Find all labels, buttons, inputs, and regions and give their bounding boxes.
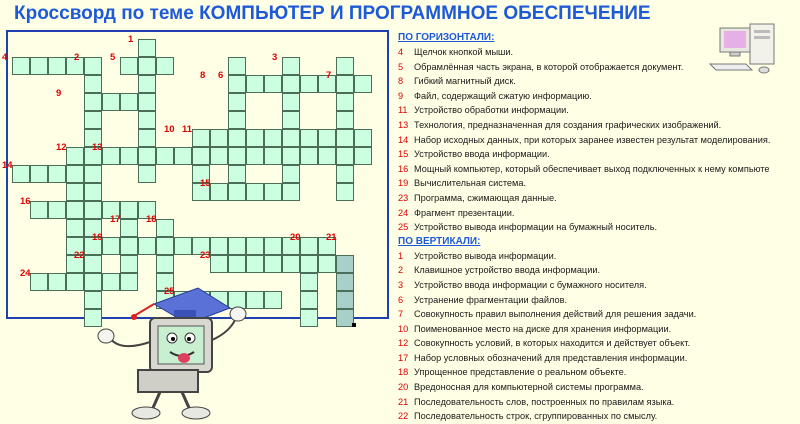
crossword-grid-frame	[2, 30, 389, 319]
clue-number: 22	[398, 411, 409, 422]
grid-number-5: 5	[110, 52, 116, 63]
clue-text: Вычислительная система.	[414, 178, 527, 189]
across-clue	[398, 60, 798, 75]
across-clue	[398, 191, 798, 206]
crossword-cell[interactable]	[192, 129, 210, 147]
crossword-cell[interactable]	[48, 165, 66, 183]
crossword-cell[interactable]	[354, 75, 372, 93]
across-heading: ПО ГОРИЗОНТАЛИ:	[398, 32, 495, 43]
crossword-cell[interactable]	[30, 165, 48, 183]
mascot-computer-graduation-cap	[90, 282, 252, 422]
clue-number: 20	[398, 382, 409, 393]
down-heading: ПО ВЕРТИКАЛИ:	[398, 235, 481, 247]
across-clue	[398, 45, 798, 60]
clue-number: 4	[398, 47, 404, 57]
crossword-cell[interactable]	[210, 183, 228, 201]
crossword-cell[interactable]	[120, 57, 138, 75]
clue-text: Щелчок кнопкой мыши.	[414, 47, 514, 57]
crossword-cell[interactable]	[264, 237, 282, 255]
crossword-cell[interactable]	[228, 165, 246, 183]
crossword-cell[interactable]	[210, 129, 228, 147]
crossword-cell[interactable]	[300, 129, 318, 147]
clue-number: 18	[398, 367, 409, 378]
crossword-cell[interactable]	[282, 75, 300, 93]
across-clue	[398, 74, 798, 89]
crossword-title: Кроссворд по теме КОМПЬЮТЕР И ПРОГРАММНОЕ ОБЕСПЕЧЕНИЕ	[14, 3, 651, 24]
crossword-cell[interactable]	[246, 255, 264, 273]
crossword-cell[interactable]	[66, 183, 84, 201]
across-clue	[398, 133, 798, 148]
crossword-cell[interactable]	[66, 201, 84, 219]
crossword-cell[interactable]	[156, 237, 174, 255]
crossword-cell[interactable]	[282, 129, 300, 147]
clue-text: Вредоносная для компьютерной системы программа.	[414, 382, 644, 393]
clue-number: 21	[398, 396, 409, 407]
crossword-cell[interactable]	[138, 39, 156, 57]
clue-number: 2	[398, 265, 404, 276]
grid-number-4: 4	[2, 52, 8, 63]
crossword-cell[interactable]	[120, 219, 138, 237]
crossword-cell[interactable]	[138, 111, 156, 129]
grid-number-13: 13	[92, 142, 103, 153]
grid-number-9: 9	[56, 88, 62, 99]
clue-text: Клавишное устройство ввода информации.	[414, 265, 601, 276]
across-clue	[398, 176, 798, 191]
across-clue	[398, 89, 798, 104]
across-clue	[398, 103, 798, 118]
grid-number-18: 18	[146, 214, 157, 225]
crossword-cell[interactable]	[300, 147, 318, 165]
down-clue	[398, 293, 798, 308]
crossword-cell[interactable]	[120, 255, 138, 273]
crossword-cell[interactable]	[246, 237, 264, 255]
crossword-cell[interactable]	[228, 111, 246, 129]
crossword-cell[interactable]	[300, 75, 318, 93]
crossword-cell[interactable]	[156, 255, 174, 273]
clue-text: Устройство вывода информации на бумажный носитель.	[414, 222, 658, 233]
crossword-cell[interactable]	[300, 237, 318, 255]
crossword-cell[interactable]	[336, 183, 354, 201]
crossword-cell[interactable]	[228, 93, 246, 111]
clue-text: Мощный компьютер, который обеспечивает выход подключенных к нему компьюте	[414, 163, 770, 174]
grid-number-8: 8	[200, 70, 206, 81]
crossword-cell[interactable]	[228, 147, 246, 165]
grid-number-3: 3	[272, 52, 278, 63]
crossword-cell[interactable]	[84, 165, 102, 183]
down-clue	[398, 365, 798, 380]
clue-number: 7	[398, 309, 404, 320]
crossword-cell[interactable]	[354, 147, 372, 165]
crossword-cell[interactable]	[282, 255, 300, 273]
crossword-cell[interactable]	[318, 255, 336, 273]
down-clue	[398, 322, 798, 337]
crossword-cell[interactable]	[246, 183, 264, 201]
crossword-cell[interactable]	[102, 93, 120, 111]
crossword-cell[interactable]	[300, 255, 318, 273]
crossword-cell[interactable]	[48, 57, 66, 75]
grid-number-25: 25	[164, 286, 175, 297]
clue-text: Устройство ввода информации.	[414, 149, 550, 160]
clue-number: 12	[398, 338, 409, 349]
across-clue	[398, 147, 798, 162]
down-clue-list	[398, 249, 798, 424]
crossword-cell[interactable]	[228, 57, 246, 75]
grid-number-1: 1	[128, 34, 134, 45]
crossword-cell[interactable]	[228, 75, 246, 93]
crossword-cell[interactable]	[336, 291, 354, 309]
clue-number: 1	[398, 250, 404, 261]
clue-number: 23	[398, 192, 409, 203]
crossword-cell[interactable]	[228, 129, 246, 147]
crossword-cell[interactable]	[336, 57, 354, 75]
crossword-cell[interactable]	[192, 147, 210, 165]
crossword-cell[interactable]	[300, 309, 318, 327]
clue-text: Устройство вывода информации.	[414, 250, 557, 261]
crossword-cell[interactable]	[66, 219, 84, 237]
grid-number-12: 12	[56, 142, 67, 153]
down-clue	[398, 409, 798, 424]
grid-number-20: 20	[290, 232, 301, 243]
crossword-cell[interactable]	[354, 129, 372, 147]
crossword-cell[interactable]	[84, 255, 102, 273]
clue-text: Поименованное место на диске для хранения информации.	[414, 323, 672, 334]
grid-number-17: 17	[110, 214, 121, 225]
crossword-cell[interactable]	[48, 273, 66, 291]
crossword-grid	[2, 32, 388, 318]
crossword-cell[interactable]	[120, 147, 138, 165]
clue-number: 6	[398, 294, 404, 305]
crossword-cell[interactable]	[84, 57, 102, 75]
crossword-cell[interactable]	[264, 147, 282, 165]
clue-number: 10	[398, 323, 409, 334]
crossword-cell[interactable]	[282, 165, 300, 183]
grid-number-14: 14	[2, 160, 13, 171]
cursor-marker	[352, 323, 356, 327]
clue-text: Совокупность условий, в которых находится и действует объект.	[414, 338, 690, 349]
crossword-cell[interactable]	[138, 165, 156, 183]
across-clue	[398, 220, 798, 235]
crossword-cell[interactable]	[282, 147, 300, 165]
down-clue	[398, 278, 798, 293]
crossword-cell[interactable]	[174, 237, 192, 255]
crossword-cell[interactable]	[282, 183, 300, 201]
down-clue	[398, 395, 798, 410]
down-clue	[398, 249, 798, 264]
crossword-cell[interactable]	[12, 57, 30, 75]
crossword-cell[interactable]	[120, 237, 138, 255]
grid-number-7: 7	[326, 70, 332, 81]
clue-text: Набор исходных данных, при которых заранее известен результат моделирования.	[414, 134, 771, 145]
grid-number-2: 2	[74, 52, 80, 63]
clue-text: Фрагмент презентации.	[414, 207, 515, 218]
across-clue	[398, 206, 798, 221]
crossword-cell[interactable]	[228, 255, 246, 273]
crossword-cell[interactable]	[156, 219, 174, 237]
crossword-cell[interactable]	[282, 57, 300, 75]
down-clue	[398, 263, 798, 278]
crossword-cell[interactable]	[120, 201, 138, 219]
crossword-cell[interactable]	[282, 93, 300, 111]
grid-number-6: 6	[218, 70, 224, 81]
down-clue	[398, 336, 798, 351]
grid-number-24: 24	[20, 268, 31, 279]
crossword-cell[interactable]	[30, 57, 48, 75]
grid-number-19: 19	[92, 232, 103, 243]
crossword-cell[interactable]	[336, 75, 354, 93]
clue-number: 9	[398, 90, 404, 101]
crossword-cell[interactable]	[246, 129, 264, 147]
crossword-cell[interactable]	[336, 111, 354, 129]
crossword-cell[interactable]	[336, 147, 354, 165]
crossword-cell[interactable]	[300, 291, 318, 309]
clue-text: Устройство ввода информации с бумажного носителя.	[414, 279, 647, 290]
crossword-cell[interactable]	[66, 165, 84, 183]
across-clue	[398, 118, 798, 133]
crossword-cell[interactable]	[138, 129, 156, 147]
down-clue	[398, 380, 798, 395]
clue-number: 25	[398, 222, 409, 233]
crossword-cell[interactable]	[12, 165, 30, 183]
grid-number-10: 10	[164, 124, 175, 135]
crossword-cell[interactable]	[264, 183, 282, 201]
crossword-cell[interactable]	[318, 147, 336, 165]
crossword-cell[interactable]	[318, 129, 336, 147]
crossword-cell[interactable]	[120, 93, 138, 111]
clue-number: 3	[398, 279, 404, 290]
clue-text: Последовательность строк, сгруппированных по смыслу.	[414, 411, 658, 422]
clue-text: Технология, предназначенная для создания графических изображений.	[414, 119, 722, 130]
crossword-cell[interactable]	[264, 291, 282, 309]
grid-number-23: 23	[200, 250, 211, 261]
clue-text: Последовательность слов, построенных по правилам языка.	[414, 396, 675, 407]
clue-number: 13	[398, 119, 409, 130]
crossword-cell[interactable]	[138, 93, 156, 111]
clue-text: Обрамлённая часть экрана, в которой отображается документ.	[414, 61, 684, 72]
crossword-cell[interactable]	[48, 201, 66, 219]
crossword-cell[interactable]	[138, 237, 156, 255]
clue-text: Совокупность правил выполнения действий для решения задачи.	[414, 309, 697, 320]
crossword-cell[interactable]	[210, 147, 228, 165]
clue-number: 16	[398, 163, 409, 174]
clue-text: Упрощенное представление о реальном объекте.	[414, 367, 627, 378]
clue-number: 17	[398, 352, 409, 363]
crossword-cell[interactable]	[246, 75, 264, 93]
crossword-cell[interactable]	[210, 237, 228, 255]
clue-number: 11	[398, 105, 408, 116]
down-clue	[398, 351, 798, 366]
crossword-cell[interactable]	[138, 57, 156, 75]
crossword-cell[interactable]	[84, 111, 102, 129]
crossword-cell[interactable]	[156, 147, 174, 165]
crossword-cell[interactable]	[66, 147, 84, 165]
crossword-cell[interactable]	[264, 75, 282, 93]
crossword-cell[interactable]	[138, 147, 156, 165]
clue-number: 14	[398, 134, 409, 145]
crossword-cell[interactable]	[264, 129, 282, 147]
crossword-cell[interactable]	[102, 147, 120, 165]
clues-panel	[398, 31, 798, 424]
clue-text: Файл, содержащий сжатую информацию.	[414, 90, 592, 101]
clue-text: Гибкий магнитный диск.	[414, 76, 516, 87]
crossword-cell[interactable]	[336, 129, 354, 147]
crossword-cell[interactable]	[84, 75, 102, 93]
crossword-cell[interactable]	[84, 201, 102, 219]
clue-text: Программа, сжимающая данные.	[414, 192, 557, 203]
crossword-cell[interactable]	[300, 273, 318, 291]
crossword-cell[interactable]	[336, 273, 354, 291]
clue-number: 19	[398, 178, 409, 189]
crossword-cell[interactable]	[66, 273, 84, 291]
crossword-cell[interactable]	[102, 237, 120, 255]
clue-text: Набор условных обозначений для представления информации.	[414, 352, 688, 363]
crossword-cell[interactable]	[84, 93, 102, 111]
grid-number-21: 21	[326, 232, 337, 243]
crossword-cell[interactable]	[210, 255, 228, 273]
clue-number: 5	[398, 61, 404, 72]
clue-number: 24	[398, 207, 409, 218]
grid-number-15: 15	[200, 178, 211, 189]
crossword-cell[interactable]	[228, 237, 246, 255]
crossword-cell[interactable]	[30, 201, 48, 219]
crossword-cell[interactable]	[174, 147, 192, 165]
crossword-cell[interactable]	[336, 165, 354, 183]
crossword-cell[interactable]	[264, 255, 282, 273]
clue-number: 8	[398, 76, 404, 87]
across-clue	[398, 162, 798, 177]
crossword-cell[interactable]	[336, 255, 354, 273]
crossword-cell[interactable]	[156, 57, 174, 75]
clue-text: Устранение фрагментации файлов.	[414, 294, 568, 305]
crossword-cell[interactable]	[228, 183, 246, 201]
crossword-cell[interactable]	[84, 183, 102, 201]
crossword-cell[interactable]	[336, 93, 354, 111]
down-clue	[398, 307, 798, 322]
grid-number-16: 16	[20, 196, 31, 207]
crossword-cell[interactable]	[282, 111, 300, 129]
grid-number-11: 11	[182, 124, 193, 135]
crossword-cell[interactable]	[246, 147, 264, 165]
clue-text: Устройство обработки информации.	[414, 105, 569, 116]
crossword-cell[interactable]	[30, 273, 48, 291]
clue-number: 15	[398, 149, 409, 160]
grid-number-22: 22	[74, 250, 85, 261]
across-clue-list	[398, 45, 798, 235]
crossword-cell[interactable]	[138, 75, 156, 93]
